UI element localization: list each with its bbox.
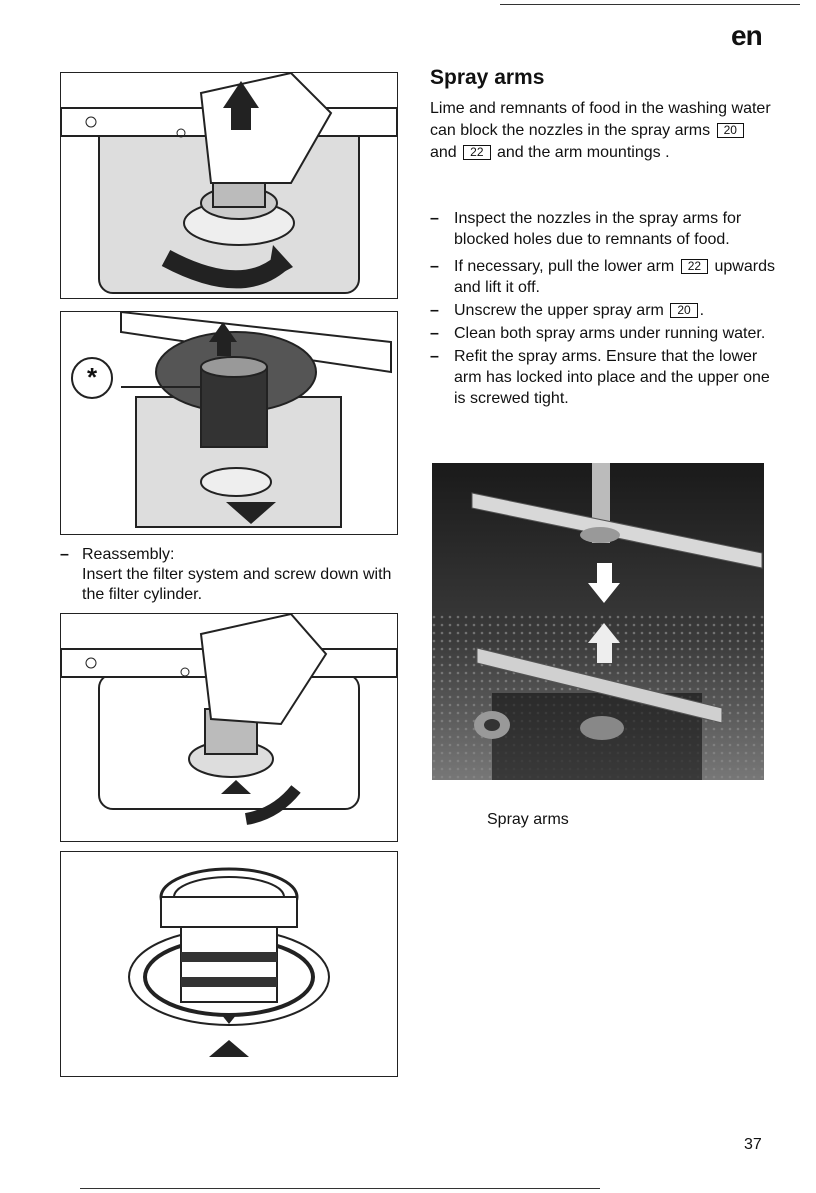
top-rule bbox=[500, 4, 800, 5]
bullet-dash: – bbox=[430, 348, 439, 365]
step-remove-lower-arm bbox=[430, 256, 775, 298]
step-unscrew-upper-arm bbox=[430, 300, 775, 321]
figure-filter-removal bbox=[60, 72, 398, 299]
step-period: . bbox=[699, 302, 705, 319]
step-inspect bbox=[430, 208, 775, 250]
bullet-dash: – bbox=[430, 325, 439, 342]
reassembly-instruction bbox=[60, 545, 405, 605]
filter-assembly-illustration bbox=[61, 852, 397, 1076]
step-text-cont: upwards and lift it off. bbox=[454, 258, 775, 296]
bullet-dash: – bbox=[60, 546, 69, 563]
intro-text-2: and the arm mountings . bbox=[496, 144, 670, 161]
bullet-dash: – bbox=[430, 258, 439, 275]
step-text: Inspect the nozzles in the spray arms for blocked holes due to remnants of food. bbox=[454, 210, 742, 248]
bullet-dash: – bbox=[430, 210, 439, 227]
section-title: Spray arms bbox=[430, 66, 545, 89]
spray-arms-photo-drawing bbox=[432, 463, 764, 780]
section-intro bbox=[430, 98, 775, 164]
intro-and: and bbox=[430, 144, 457, 161]
bottom-rule bbox=[80, 1188, 600, 1189]
figure-filter-insert bbox=[60, 613, 398, 842]
reference-box-22: 22 bbox=[463, 145, 490, 160]
figure-marker: * bbox=[86, 362, 98, 392]
step-text: Clean both spray arms under running water. bbox=[454, 325, 766, 342]
step-text: If necessary, pull the lower arm bbox=[454, 258, 675, 275]
intro-text-1: Lime and remnants of food in the washing water can block the nozzles in the spray arms bbox=[430, 100, 771, 139]
reassembly-text: Insert the filter system and screw down with the filter cylinder. bbox=[82, 566, 392, 603]
reference-box-22: 22 bbox=[681, 259, 708, 274]
reference-box-20: 20 bbox=[670, 303, 697, 318]
bullet-dash: – bbox=[430, 302, 439, 319]
step-refit bbox=[430, 346, 775, 409]
page-number: 37 bbox=[744, 1136, 762, 1153]
filter-insert-illustration bbox=[61, 614, 397, 841]
filter-removal-illustration bbox=[61, 73, 397, 298]
photo-caption: Spray arms bbox=[487, 811, 569, 828]
spray-arms-photo bbox=[432, 463, 764, 780]
step-text: Refit the spray arms. Ensure that the lower arm has locked into place and the upper one is screwed tight. bbox=[454, 348, 770, 407]
step-text: Unscrew the upper spray arm bbox=[454, 302, 664, 319]
reassembly-label: Reassembly: bbox=[82, 546, 175, 563]
language-label: en bbox=[731, 20, 762, 51]
figure-filter-assembly bbox=[60, 851, 398, 1077]
reference-box-20: 20 bbox=[717, 123, 744, 138]
step-clean bbox=[430, 323, 775, 344]
filter-cylinder-illustration bbox=[61, 312, 397, 534]
figure-filter-cylinder bbox=[60, 311, 398, 535]
instruction-steps bbox=[430, 208, 775, 411]
